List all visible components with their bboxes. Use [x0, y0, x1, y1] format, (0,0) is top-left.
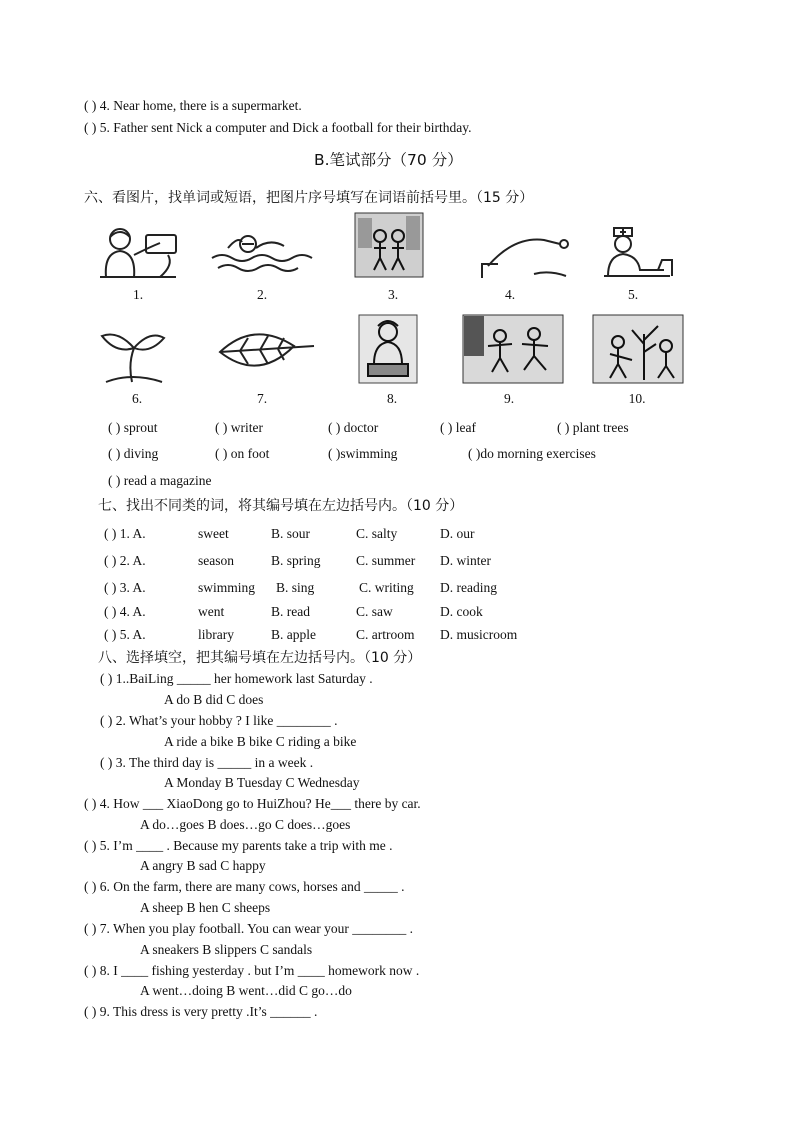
word-option: ( ) on foot: [215, 446, 270, 461]
item-4-true-false: ( ) 4. Near home, there is a supermarket.: [84, 98, 302, 113]
word-option: ( ) diving: [108, 446, 159, 461]
question-5-options: A angry B sad C happy: [140, 858, 266, 873]
diver-icon: [474, 226, 574, 280]
question-8-options: A went…doing B went…did C go…do: [140, 983, 352, 998]
word-option: ( )do morning exercises: [468, 446, 596, 461]
question-1-options: A do B did C does: [164, 692, 264, 707]
section-6-heading: 六、看图片，找单词或短语，把图片序号填写在词语前括号里。（15 分）: [84, 190, 534, 206]
planting-trees-icon: [592, 314, 684, 384]
pic-number: 3.: [387, 287, 399, 302]
word-option: ( ) leaf: [440, 420, 476, 435]
pic-number: 4.: [504, 287, 516, 302]
leaf-icon: [214, 324, 318, 378]
word-option: ( ) writer: [215, 420, 263, 435]
word-option: ( ) read a magazine: [108, 473, 212, 488]
question-3: ( ) 3. The third day is _____ in a week .: [100, 755, 314, 770]
section-b-title: B.笔试部分（70 分）: [314, 151, 463, 169]
question-2: ( ) 2. What’s your hobby ? I like ________ .: [100, 713, 338, 728]
children-walking-icon: [354, 212, 424, 278]
question-4-options: A do…goes B does…go C does…goes: [140, 817, 351, 832]
word-option: ( )swimming: [328, 446, 398, 461]
pic-number: 5.: [627, 287, 639, 302]
question-5: ( ) 5. I’m ____ . Because my parents take a trip with me .: [84, 838, 393, 853]
item-5-true-false: ( ) 5. Father sent Nick a computer and Dick a football for their birthday.: [84, 120, 472, 135]
morning-exercise-icon: [462, 314, 564, 384]
question-4: ( ) 4. How ___ XiaoDong go to HuiZhou? He___ there by car.: [84, 796, 421, 811]
word-option: ( ) sprout: [108, 420, 158, 435]
pic-number: 2.: [256, 287, 268, 302]
question-6: ( ) 6. On the farm, there are many cows, horses and _____ .: [84, 879, 405, 894]
section-8-heading: 八、选择填空，把其编号填在左边括号内。（10 分）: [98, 650, 422, 666]
question-8: ( ) 8. I ____ fishing yesterday . but I’m ____ homework now .: [84, 963, 420, 978]
question-7: ( ) 7. When you play football. You can wear your ________ .: [84, 921, 413, 936]
writer-icon: [358, 314, 418, 384]
question-1: ( ) 1..BaiLing _____ her homework last Saturday .: [100, 671, 373, 686]
question-7-options: A sneakers B slippers C sandals: [140, 942, 313, 957]
swimmer-icon: [208, 228, 318, 278]
pic-number: 9.: [503, 391, 515, 406]
pic-number: 6.: [131, 391, 143, 406]
question-6-options: A sheep B hen C sheeps: [140, 900, 271, 915]
sprout-icon: [100, 324, 166, 386]
section-7-heading: 七、找出不同类的词，将其编号填在左边括号内。（10 分）: [98, 498, 464, 514]
person-reading-icon: [90, 225, 186, 285]
doctor-icon: [600, 226, 680, 282]
pic-number: 1.: [132, 287, 144, 302]
question-2-options: A ride a bike B bike C riding a bike: [164, 734, 357, 749]
question-3-options: A Monday B Tuesday C Wednesday: [164, 775, 360, 790]
word-option: ( ) doctor: [328, 420, 379, 435]
pic-number: 7.: [256, 391, 268, 406]
pic-number: 8.: [386, 391, 398, 406]
question-9: ( ) 9. This dress is very pretty .It’s ______ .: [84, 1004, 318, 1019]
word-option: ( ) plant trees: [557, 420, 629, 435]
pic-number: 10.: [628, 391, 646, 406]
